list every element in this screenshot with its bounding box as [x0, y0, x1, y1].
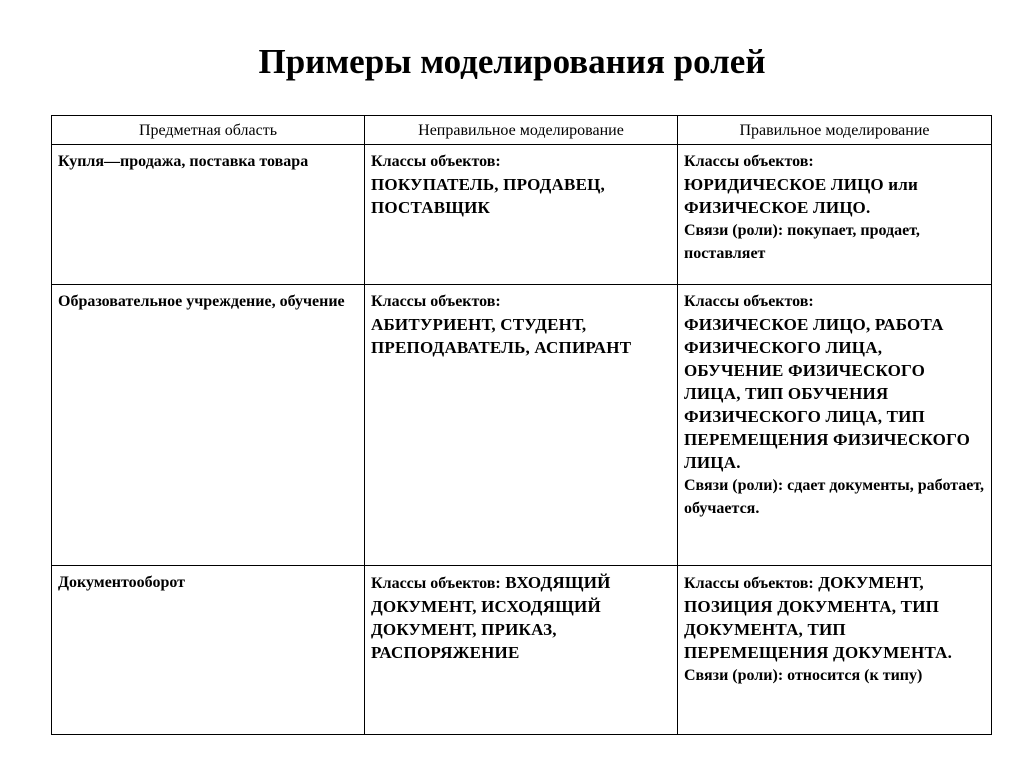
classes-text: ЮРИДИЧЕСКОЕ ЛИЦО или ФИЗИЧЕСКОЕ ЛИЦО. — [684, 175, 918, 217]
table-header-row — [52, 116, 992, 145]
classes-label: Классы объектов: — [684, 575, 814, 592]
domain-text: Купля—продажа, поставка товара — [58, 153, 309, 170]
classes-label: Классы объектов: — [684, 293, 814, 310]
relations-text: Связи (роли): сдает документы, работает, обучается. — [684, 477, 985, 517]
domain-cell — [52, 566, 365, 735]
table-row — [52, 566, 992, 735]
domain-cell — [52, 145, 365, 285]
domain-text: Документооборот — [58, 574, 185, 591]
table-row — [52, 285, 992, 566]
roles-table — [51, 115, 992, 735]
wrong-modeling-cell — [365, 285, 678, 566]
relations-text: Связи (роли): относится (к типу) — [684, 667, 923, 684]
classes-text: ПОКУПАТЕЛЬ, ПРОДАВЕЦ, ПОСТАВЩИК — [371, 175, 605, 217]
header-right-modeling: Правильное моделирование — [678, 116, 992, 145]
relations-text: Связи (роли): покупает, продает, поставляет — [684, 222, 920, 262]
classes-values: ВХОДЯЩИЙ ДОКУМЕНТ, ИСХОДЯЩИЙ ДОКУМЕНТ, ПРИКАЗ, РАСПОРЯЖЕНИЕ — [371, 573, 611, 662]
slide-title: Примеры моделирования ролей — [258, 42, 766, 81]
classes-label: Классы объектов: — [371, 153, 501, 170]
classes-label: Классы объектов: — [684, 153, 814, 170]
classes-text: ФИЗИЧЕСКОЕ ЛИЦО, РАБОТА ФИЗИЧЕСКОГО ЛИЦА, ОБУЧЕНИЕ ФИЗИЧЕСКОГО ЛИЦА, ТИП ОБУЧЕНИЯ ФИЗИЧЕСКОГО ЛИЦА, ТИП ПЕРЕМЕЩЕНИЯ ФИЗИЧЕСКОГО ЛИЦА. — [684, 315, 971, 472]
right-modeling-cell — [678, 285, 992, 566]
classes-label: Классы объектов: — [371, 293, 501, 310]
domain-cell — [52, 285, 365, 566]
header-domain: Предметная область — [52, 116, 365, 145]
right-modeling-cell — [678, 145, 992, 285]
classes-text: АБИТУРИЕНТ, СТУДЕНТ, ПРЕПОДАВАТЕЛЬ, АСПИРАНТ — [371, 315, 632, 357]
header-wrong-modeling: Неправильное моделирование — [365, 116, 678, 145]
classes-label: Классы объектов: — [371, 575, 501, 592]
right-modeling-cell — [678, 566, 992, 735]
wrong-modeling-cell — [365, 145, 678, 285]
wrong-modeling-cell — [365, 566, 678, 735]
domain-text: Образовательное учреждение, обучение — [58, 293, 345, 310]
classes-values: ДОКУМЕНТ, ПОЗИЦИЯ ДОКУМЕНТА, ТИП ДОКУМЕНТА, ТИП ПЕРЕМЕЩЕНИЯ ДОКУМЕНТА. — [684, 573, 953, 662]
table-row — [52, 145, 992, 285]
classes-text — [684, 571, 985, 664]
classes-text — [371, 571, 671, 664]
